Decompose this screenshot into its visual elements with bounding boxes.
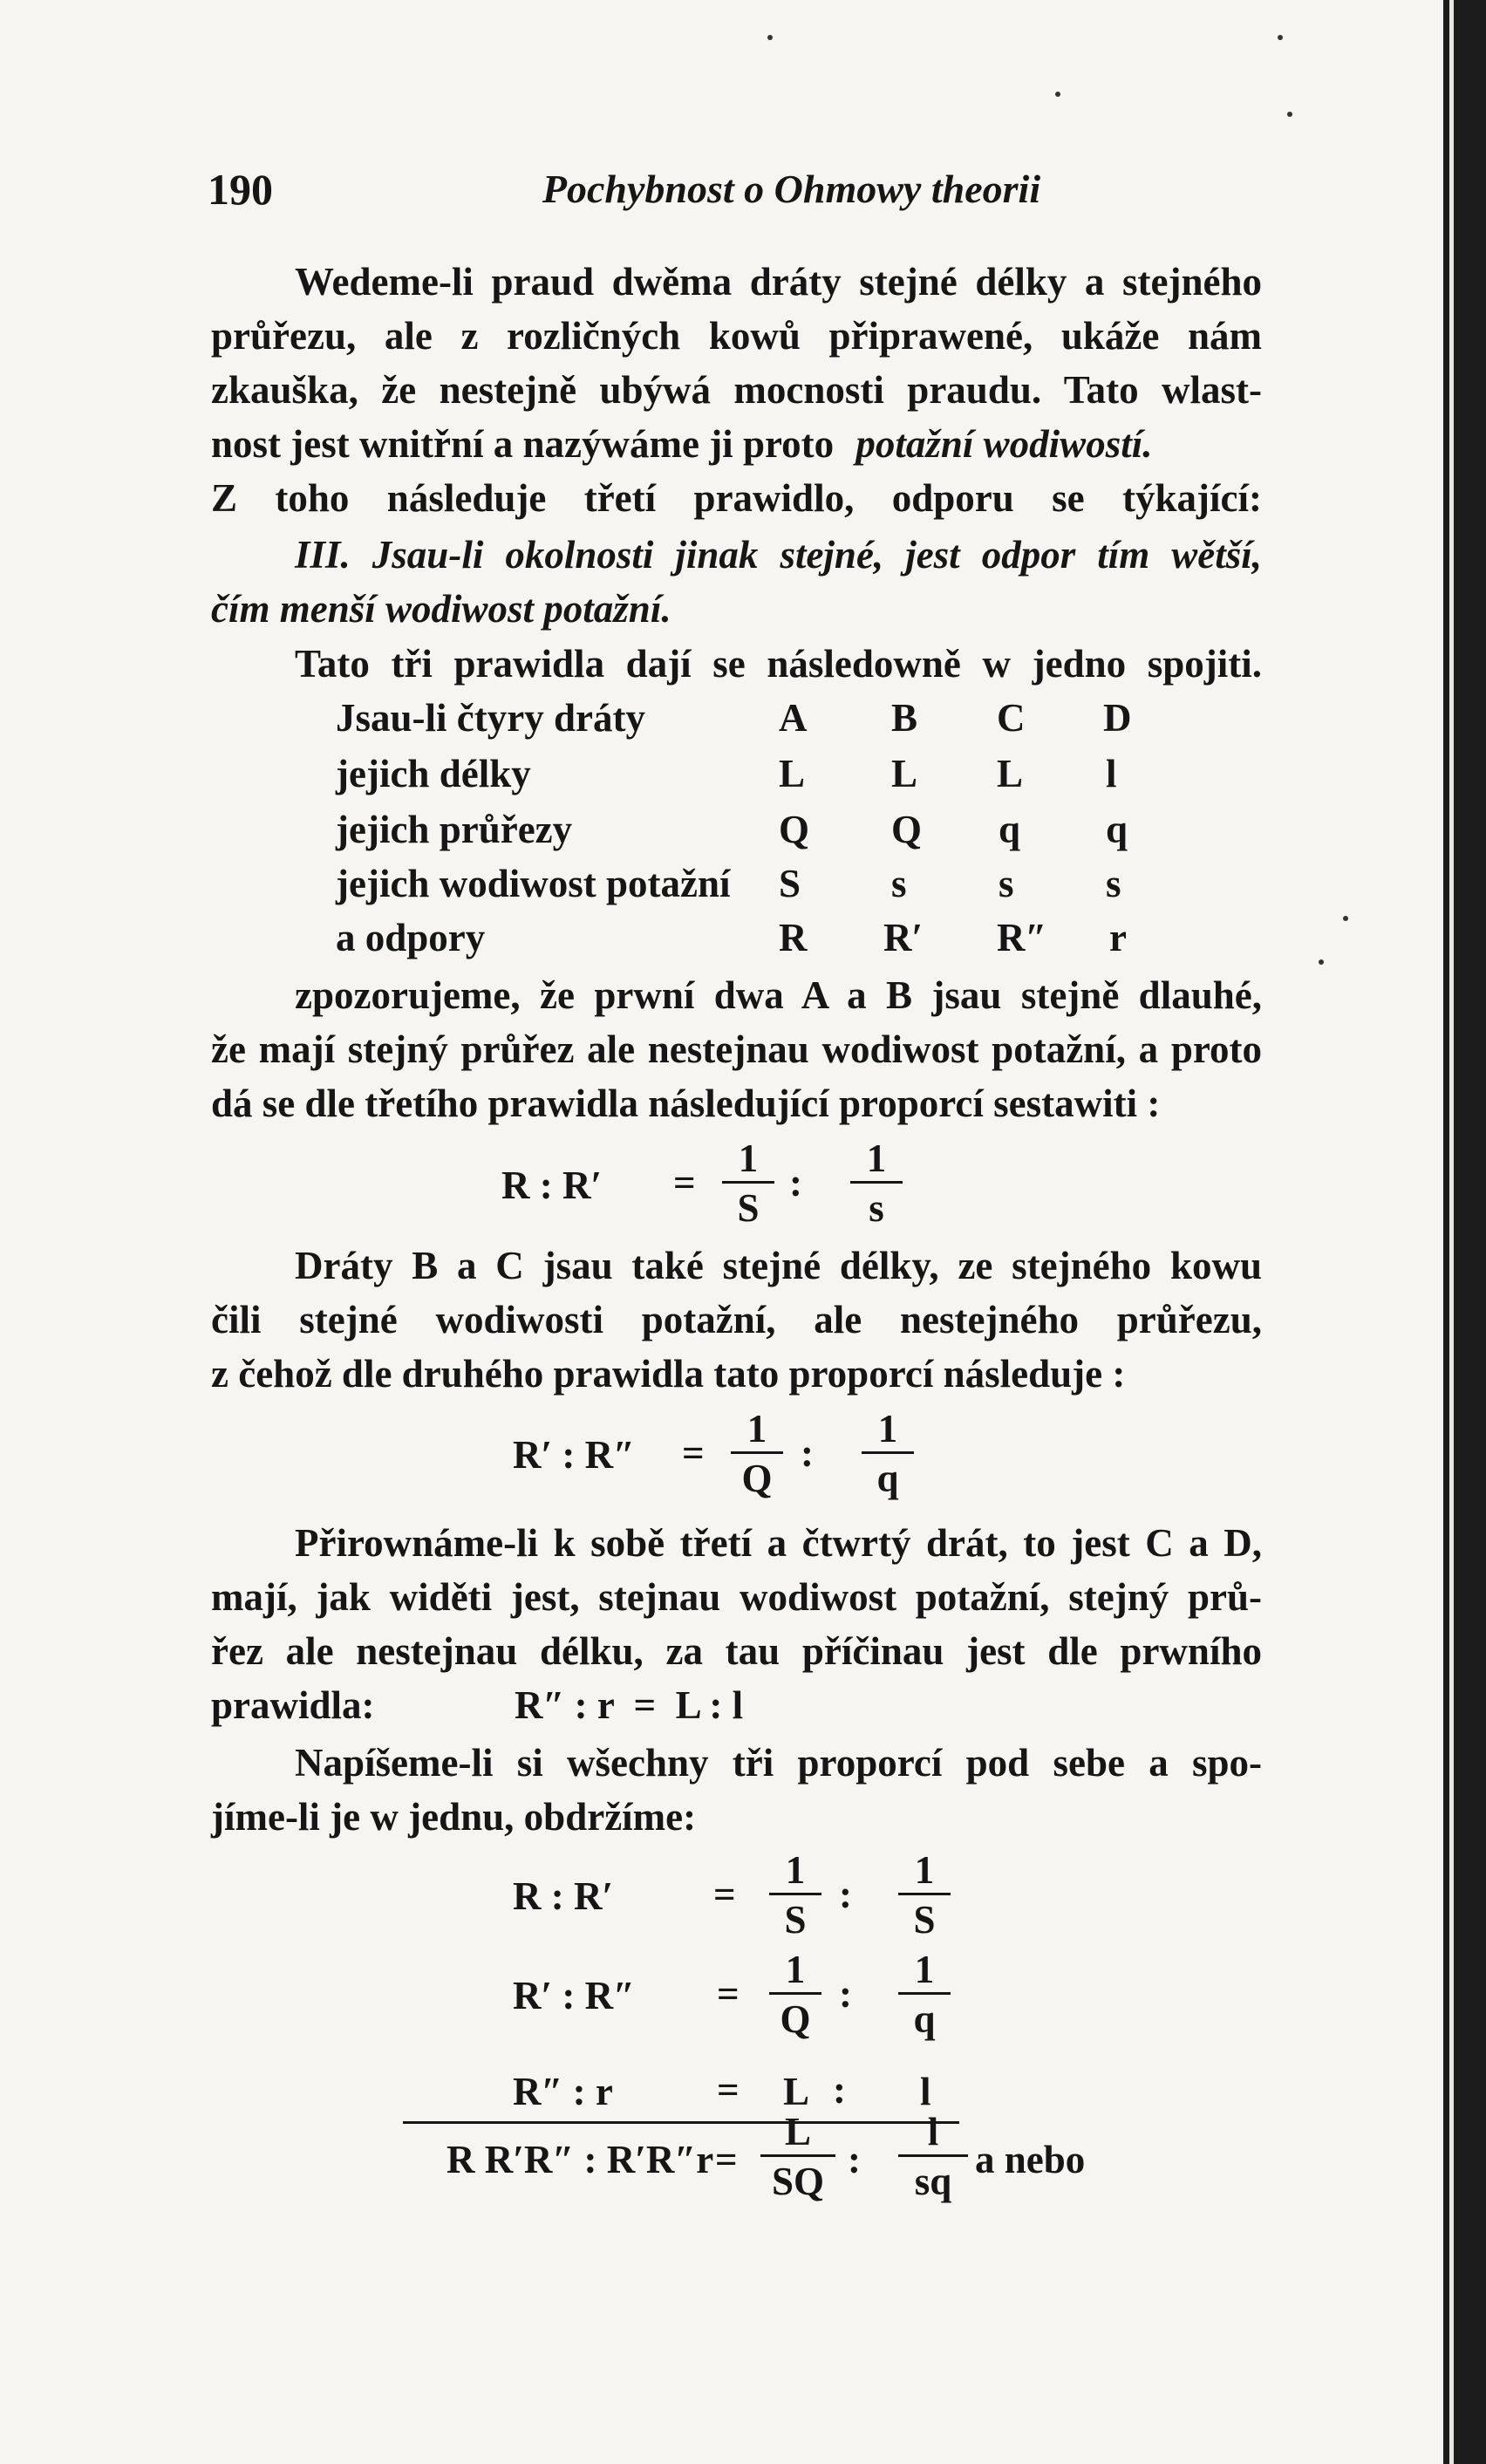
numerator: 1 [898, 1947, 951, 1995]
formula-left: R R′R″ : R′R″r [446, 2138, 714, 2181]
table-cell: L [891, 752, 918, 795]
fraction [769, 1847, 821, 1944]
text-line: Wedeme-li praud dwěma dráty stejné délky a stejného [295, 260, 1262, 304]
formula-term: l [920, 2070, 931, 2113]
table-cell: Q [891, 808, 923, 851]
text-line: zkauška, že nestejně ubýwá mocnosti praudu. Tato wlast- [211, 368, 1262, 412]
page-number: 190 [208, 165, 273, 214]
text-line: jíme-li je w jednu, obdržíme: [211, 1795, 697, 1839]
table-cell: R′ [883, 916, 924, 959]
numerator: 1 [722, 1136, 774, 1184]
fraction [769, 1947, 821, 2044]
numerator: 1 [731, 1406, 783, 1454]
fraction [862, 1406, 914, 1503]
table-cell: R″ [997, 916, 1047, 959]
table-cell: L [997, 752, 1024, 795]
text-line: řez ale nestejnau délku, za tau příčinau jest dle prwního [211, 1629, 1262, 1673]
text-line: Přirownáme-li k sobě třetí a čtwrtý drát, to jest C a D, [295, 1521, 1262, 1565]
ratio-colon: : [839, 1873, 852, 1916]
table-cell: s [891, 862, 907, 905]
print-speck [767, 35, 773, 40]
denominator: q [876, 1457, 899, 1500]
denominator: s [869, 1186, 884, 1230]
numerator: 1 [898, 1847, 951, 1895]
numerator: 1 [850, 1136, 903, 1184]
ratio-colon: : [839, 1972, 852, 2016]
formula-left: R″ : r [513, 2070, 613, 2113]
numerator: 1 [769, 1947, 821, 1995]
numerator: l [898, 2109, 968, 2157]
ratio-colon: : [789, 1161, 802, 1205]
table-cell: q [1106, 808, 1128, 851]
fraction [898, 1947, 951, 2044]
table-row-label: Jsau-li čtyry dráty [336, 696, 645, 740]
text-line: průřezu, ale z rozličných kowů připrawené, ukáže nám [211, 314, 1262, 358]
inline-formula: R″ : r = L : l [515, 1683, 744, 1727]
denominator: S [784, 1898, 807, 1942]
denominator: Q [741, 1457, 773, 1500]
rule-line: III. Jsau-li okolnosti jinak stejné, jest odpor tím wětší, [295, 533, 1262, 577]
table-cell: Q [779, 808, 810, 851]
table-row-label: jejich průřezy [336, 808, 573, 851]
equals-sign: = [673, 1161, 696, 1205]
text-line [211, 1678, 1262, 1732]
table-cell: D [1103, 696, 1132, 740]
table-cell: q [999, 808, 1021, 851]
text-line: z čehož dle druhého prawidla tato proporcí následuje : [211, 1352, 1126, 1396]
equals-sign: = [713, 1873, 736, 1916]
table-cell: r [1109, 916, 1127, 959]
text-line: dá se dle třetího prawidla následující proporcí sestawiti : [211, 1082, 1161, 1125]
table-cell: s [1106, 862, 1121, 905]
table-cell: R [779, 916, 808, 959]
text-segment: nost jest wnitřní a nazýwáme ji proto [211, 422, 835, 466]
formula-left: R : R′ [501, 1164, 603, 1207]
page-edge-line [1449, 0, 1454, 2464]
equals-sign: = [717, 2068, 740, 2112]
fraction [898, 1847, 951, 1944]
italic-term: potažní wodiwostí. [855, 422, 1153, 466]
denominator: S [737, 1186, 760, 1230]
fraction [850, 1136, 903, 1232]
fraction [731, 1406, 783, 1503]
table-row-label: jejich délky [336, 752, 531, 795]
ratio-colon: : [848, 2138, 861, 2181]
print-speck [1343, 916, 1348, 921]
text-segment: prawidla: [211, 1683, 375, 1727]
equals-sign: = [715, 2138, 738, 2181]
text-line: Dráty B a C jsau také stejné délky, ze stejného kowu [295, 1244, 1262, 1287]
rule-line: čím menší wodiwost potažní. [211, 587, 671, 631]
denominator: S [913, 1898, 936, 1942]
sum-rule [403, 2121, 959, 2124]
table-row-label: a odpory [336, 916, 486, 959]
denominator: q [913, 1997, 936, 2041]
ratio-colon: : [801, 1431, 814, 1475]
denominator: SQ [771, 2160, 825, 2203]
trailing-text: a nebo [975, 2138, 1086, 2181]
denominator: sq [914, 2160, 952, 2203]
print-speck [1278, 35, 1283, 40]
print-speck [1287, 112, 1292, 117]
equals-sign: = [682, 1431, 705, 1475]
fraction [722, 1136, 774, 1232]
text-line: že mají stejný průřez ale nestejnau wodiwost potažní, a proto [211, 1027, 1262, 1071]
table-cell: A [779, 696, 808, 740]
table-cell: B [891, 696, 918, 740]
print-speck [1319, 959, 1324, 965]
formula-term: L [783, 2070, 810, 2113]
numerator: L [760, 2109, 835, 2157]
table-cell: l [1106, 752, 1117, 795]
formula-left: R : R′ [513, 1874, 614, 1918]
print-speck [1055, 92, 1060, 97]
numerator: 1 [862, 1406, 914, 1454]
table-cell: S [779, 862, 801, 905]
formula-left: R′ : R″ [513, 1433, 635, 1477]
text-line: čili stejné wodiwosti potažní, ale nestejného průřezu, [211, 1298, 1262, 1341]
text-line: Napíšeme-li si wšechny tři proporcí pod sebe a spo- [295, 1741, 1262, 1785]
paragraph-2: Tato tři prawidla dají se následowně w jedno spojiti. [295, 642, 1262, 686]
text-line [211, 417, 1262, 471]
table-row-label: jejich wodiwost potažní [336, 862, 731, 905]
equals-sign: = [717, 1972, 740, 2016]
text-line: Z toho následuje třetí prawidlo, odporu se týkající: [211, 476, 1262, 520]
formula-left: R′ : R″ [513, 1974, 635, 2017]
ratio-colon: : [833, 2068, 846, 2112]
numerator: 1 [769, 1847, 821, 1895]
table-cell: C [997, 696, 1026, 740]
fraction [760, 2109, 835, 2206]
table-cell: s [999, 862, 1014, 905]
text-line: zpozorujeme, že prwní dwa A a B jsau stejně dlauhé, [295, 973, 1262, 1017]
fraction [898, 2109, 968, 2206]
text-line: mají, jak widěti jest, stejnau wodiwost potažní, stejný prů- [211, 1575, 1262, 1619]
denominator: Q [780, 1997, 811, 2041]
table-cell: L [779, 752, 806, 795]
running-title: Pochybnost o Ohmowy theorii [542, 167, 1041, 211]
